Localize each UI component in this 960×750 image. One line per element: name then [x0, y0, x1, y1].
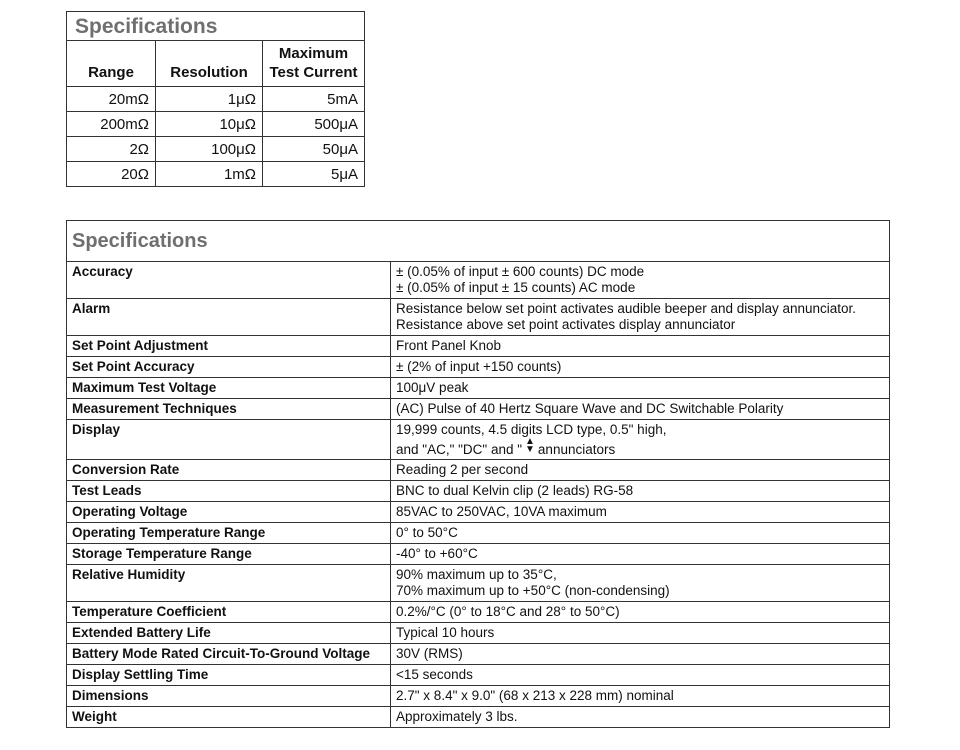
spec-value: [391, 357, 890, 378]
spec-value-line: 100μV peak: [396, 380, 469, 395]
header-resolution-line: Resolution: [170, 64, 248, 81]
spec-row: [67, 602, 890, 623]
spec-label: Relative Humidity: [67, 565, 391, 602]
test-current-cell: 5μA: [263, 162, 365, 187]
spec-value: [391, 523, 890, 544]
spec-label: Alarm: [67, 299, 391, 336]
spec-value: [391, 262, 890, 299]
test-current-cell: 5mA: [263, 87, 365, 112]
spec-label: Maximum Test Voltage: [67, 378, 391, 399]
spec-value-line: BNC to dual Kelvin clip (2 leads) RG-58: [396, 483, 634, 498]
spec-value: [391, 399, 890, 420]
spec-row: [67, 357, 890, 378]
spec-label: Temperature Coefficient: [67, 602, 391, 623]
spec-row: [67, 523, 890, 544]
spec-label: Display Settling Time: [67, 665, 391, 686]
spec-value: [391, 565, 890, 602]
spec-label: Measurement Techniques: [67, 399, 391, 420]
spec-label: Storage Temperature Range: [67, 544, 391, 565]
spec-row: [67, 623, 890, 644]
header-max-test-current: [263, 41, 365, 87]
spec-row: [67, 262, 890, 299]
range-table-row: [67, 137, 365, 162]
spec-value: [391, 502, 890, 523]
header-range-line: Range: [88, 64, 134, 81]
spec-value: [391, 378, 890, 399]
spec-label: Test Leads: [67, 481, 391, 502]
spec-label: Battery Mode Rated Circuit-To-Ground Voltage: [67, 644, 391, 665]
resolution-cell: 1mΩ: [156, 162, 263, 187]
spec-value: [391, 686, 890, 707]
spec-value-line: 19,999 counts, 4.5 digits LCD type, 0.5" high,: [396, 422, 667, 437]
spec-row: [67, 336, 890, 357]
spec-value-line: ± (0.05% of input ± 600 counts) DC mode: [396, 264, 645, 279]
spec-value-fragment: and "AC," "DC" and ": [396, 442, 523, 457]
spec-value-line: ± (0.05% of input ± 15 counts) AC mode: [396, 280, 636, 295]
resolution-cell: 1μΩ: [156, 87, 263, 112]
spec-label: Set Point Adjustment: [67, 336, 391, 357]
spec-value-line: (AC) Pulse of 40 Hertz Square Wave and DC Switchable Polarity: [396, 401, 784, 416]
spec-value: [391, 299, 890, 336]
spec-label: Operating Temperature Range: [67, 523, 391, 544]
spec-value-line: Approximately 3 lbs.: [396, 709, 518, 724]
spec-row: [67, 481, 890, 502]
spec-label: Operating Voltage: [67, 502, 391, 523]
spec-value-line: <15 seconds: [396, 667, 473, 682]
spec-value-line: Resistance below set point activates audible beeper and display annunciator.: [396, 301, 857, 316]
spec-value: [391, 544, 890, 565]
header-range: [67, 41, 156, 87]
range-table-title: Specifications: [67, 12, 365, 41]
range-table-row: [67, 87, 365, 112]
spec-value-line: 0° to 50°C: [396, 525, 458, 540]
header-resolution: [156, 41, 263, 87]
spec-label: Set Point Accuracy: [67, 357, 391, 378]
range-cell: 20mΩ: [67, 87, 156, 112]
spec-value: [391, 623, 890, 644]
spec-value-line: Resistance above set point activates display annunciator: [396, 317, 736, 332]
spec-row: [67, 544, 890, 565]
spec-row: [67, 565, 890, 602]
spec-value-line: 70% maximum up to +50°C (non-condensing): [396, 583, 670, 598]
range-cell: 200mΩ: [67, 112, 156, 137]
spec-value-line: ± (2% of input +150 counts): [396, 359, 562, 374]
range-table-header-row: [67, 41, 365, 87]
header-max-line-1: Maximum: [278, 45, 349, 62]
general-spec-table: [66, 220, 890, 728]
up-down-arrow-icon: ▲ ▼: [525, 436, 535, 455]
spec-value: [391, 644, 890, 665]
spec-value: [391, 602, 890, 623]
spec-value-line: 90% maximum up to 35°C,: [396, 567, 557, 582]
range-spec-table: [66, 11, 365, 187]
spec-value-line: -40° to +60°C: [396, 546, 478, 561]
resolution-cell: 10μΩ: [156, 112, 263, 137]
spec-row: [67, 502, 890, 523]
spec-value-line: 0.2%/°C (0° to 18°C and 28° to 50°C): [396, 604, 620, 619]
spec-value-line: 30V (RMS): [396, 646, 463, 661]
spec-label: Accuracy: [67, 262, 391, 299]
spec-row: [67, 420, 890, 460]
spec-value-fragment: annunciators: [537, 442, 616, 457]
spec-row: [67, 665, 890, 686]
spec-row: [67, 686, 890, 707]
spec-value: [391, 665, 890, 686]
spec-value-line: Typical 10 hours: [396, 625, 495, 640]
spec-row: [67, 299, 890, 336]
spec-value-line: 85VAC to 250VAC, 10VA maximum: [396, 504, 607, 519]
spec-value: [391, 707, 890, 728]
spec-value-line: [396, 438, 884, 458]
general-table-title: Specifications: [67, 221, 890, 262]
range-table-row: [67, 162, 365, 187]
spec-value-line: Reading 2 per second: [396, 462, 529, 477]
spec-row: [67, 707, 890, 728]
spec-label: Dimensions: [67, 686, 391, 707]
spec-label: Display: [67, 420, 391, 460]
range-cell: 2Ω: [67, 137, 156, 162]
spec-label: Weight: [67, 707, 391, 728]
spec-row: [67, 399, 890, 420]
spec-label: Extended Battery Life: [67, 623, 391, 644]
spec-value-line: Front Panel Knob: [396, 338, 502, 353]
test-current-cell: 50μA: [263, 137, 365, 162]
header-max-line-2: Test Current: [269, 64, 358, 81]
spec-row: [67, 378, 890, 399]
test-current-cell: 500μA: [263, 112, 365, 137]
range-table-row: [67, 112, 365, 137]
spec-row: [67, 644, 890, 665]
spec-value-line: 2.7" x 8.4" x 9.0" (68 x 213 x 228 mm) nominal: [396, 688, 674, 703]
resolution-cell: 100μΩ: [156, 137, 263, 162]
spec-value: [391, 481, 890, 502]
range-cell: 20Ω: [67, 162, 156, 187]
spec-value: [391, 460, 890, 481]
spec-label: Conversion Rate: [67, 460, 391, 481]
spec-value: [391, 336, 890, 357]
spec-row: [67, 460, 890, 481]
spec-value: [391, 420, 890, 460]
